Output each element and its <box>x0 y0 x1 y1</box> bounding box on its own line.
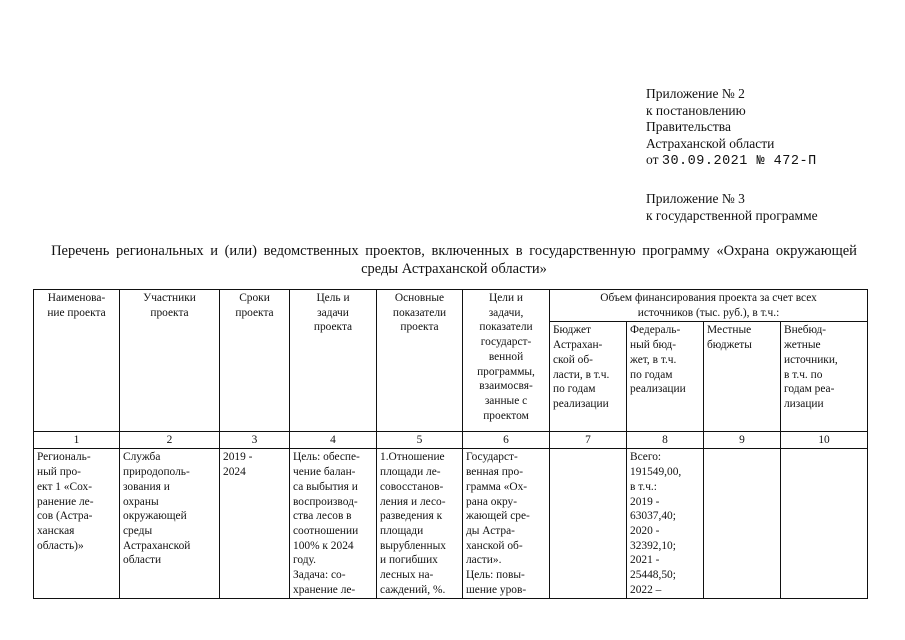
header-participants: Участники проекта <box>120 290 220 432</box>
header-project-name: Наименова- ние проекта <box>34 290 120 432</box>
column-number: 1 <box>34 432 120 449</box>
header-indicators: Основные показатели проекта <box>377 290 463 432</box>
appendix-2-line-4: Астраханской области <box>646 135 775 151</box>
column-number: 5 <box>377 432 463 449</box>
document-title-line-2: среды Астраханской области» <box>361 261 547 277</box>
cell-terms: 2019 - 2024 <box>220 449 290 599</box>
appendix-3-line-2: к государственной программе <box>646 207 818 223</box>
appendix-3-block <box>646 191 818 224</box>
header-terms: Сроки проекта <box>220 290 290 432</box>
column-number-row <box>34 432 868 449</box>
column-number: 10 <box>781 432 868 449</box>
cell-indicators: 1.Отношение площади ле- совосстанов- ления и лесо- разведения к площади вырубленных и погибших лесных на- саждений, %. <box>377 449 463 599</box>
document-title-line-1: Перечень региональных и (или) ведомственных проектов, включенных в государственную программу «Охрана окружающей <box>51 243 857 259</box>
decree-stamp: 30.09.2021 № 472-П <box>661 154 817 169</box>
cell-program-goals: Государст- венная про- грамма «Ох- рана окру- жающей сре- ды Астра- ханской об- ласти». Цель: повы- шение уров- <box>463 449 550 599</box>
decree-prefix: от <box>646 152 659 167</box>
column-number: 2 <box>120 432 220 449</box>
appendix-3-line-1: Приложение № 3 <box>646 191 745 206</box>
cell-local-budgets <box>704 449 781 599</box>
column-number: 7 <box>550 432 627 449</box>
cell-federal-budget: Всего: 191549,00, в т.ч.: 2019 - 63037,40; 2020 - 32392,10; 2021 - 25448,50; 2022 – <box>627 449 704 599</box>
projects-table <box>33 289 868 599</box>
header-program-goals: Цели и задачи, показатели государст- венной программы, взаимосвя- занные с проектом <box>463 290 550 432</box>
column-number: 8 <box>627 432 704 449</box>
appendix-2-line-3: Правительства <box>646 119 731 134</box>
cell-goals: Цель: обеспе- чение балан- са выбытия и воспроизвод- ства лесов в соотношении 100% к 2024 году. Задача: со- хранение ле- <box>290 449 377 599</box>
header-federal-budget: Федераль- ный бюд- жет, в т.ч. по годам реализации <box>627 322 704 432</box>
table-row <box>34 449 868 599</box>
cell-extrabudgetary <box>781 449 868 599</box>
cell-participants: Служба природополь- зования и охраны окружающей среды Астраханской области <box>120 449 220 599</box>
column-number: 9 <box>704 432 781 449</box>
decree-line <box>646 152 817 171</box>
cell-regional-budget <box>550 449 627 599</box>
header-goals: Цель и задачи проекта <box>290 290 377 432</box>
cell-project-name: Региональ- ный про- ект 1 «Сох- ранение ле- сов (Астра- ханская область)» <box>34 449 120 599</box>
column-number: 6 <box>463 432 550 449</box>
column-number: 3 <box>220 432 290 449</box>
header-local-budgets: Местные бюджеты <box>704 322 781 432</box>
document-title <box>36 242 872 278</box>
appendix-2-block <box>646 86 817 171</box>
header-funding-group: Объем финансирования проекта за счет всех источников (тыс. руб.), в т.ч.: <box>550 290 868 322</box>
header-regional-budget: Бюджет Астрахан- ской об- ласти, в т.ч. по годам реализации <box>550 322 627 432</box>
column-number: 4 <box>290 432 377 449</box>
appendix-2-line-2: к постановлению <box>646 102 746 118</box>
appendix-2-line-1: Приложение № 2 <box>646 86 745 101</box>
header-extrabudgetary: Внебюд- жетные источники, в т.ч. по годам реа- лизации <box>781 322 868 432</box>
